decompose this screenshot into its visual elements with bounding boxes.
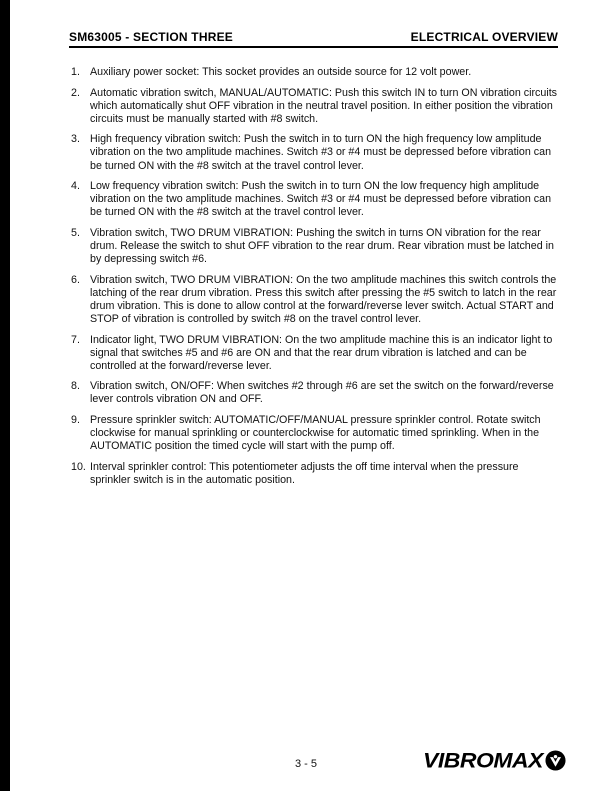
list-item-text: Interval sprinkler control: This potentiometer adjusts the off time interval when the pressure sprinkler switch is in the automatic position.: [90, 460, 519, 486]
list-item-text: Vibration switch, TWO DRUM VIBRATION: On the two amplitude machines this switch controls the latching of the rear drum vibration. Press this switch after pressing the #5 switch to latch in the rear drum vibration. This is done to allow control at the forward/reverse lever switch. Actual START and STOP of vibration is controlled by switch #8 on the travel control lever.: [90, 273, 557, 325]
list-item-number: 2.: [71, 86, 80, 99]
page-number: 3 - 5: [294, 758, 317, 770]
header-divider: [69, 46, 558, 48]
header-chapter-title: ELECTRICAL OVERVIEW: [410, 30, 558, 44]
list-item: [71, 66, 559, 79]
list-item-text: Low frequency vibration switch: Push the switch in to turn ON the low frequency high amplitude vibration on the two amplitude machines. Switch #3 or #4 must be depressed before vibration can be turned ON with the #8 switch at the travel control lever.: [90, 180, 552, 219]
list-item: [71, 87, 559, 126]
list-item: [71, 380, 559, 406]
list-item: [71, 274, 559, 326]
list-item-text: Automatic vibration switch, MANUAL/AUTOMATIC: Push this switch IN to turn ON vibration circuits which automatically shut OFF vibration in the neutral travel position. In either position the vibration circuits must be manually started with #8 switch.: [90, 86, 558, 125]
list-item-number: 8.: [71, 380, 80, 393]
list-item: [71, 227, 559, 266]
vibromax-logo-text: VIBROMAX: [423, 748, 543, 772]
list-item-number: 7.: [71, 333, 80, 346]
list-item-text: Vibration switch, TWO DRUM VIBRATION: Pushing the switch in turns ON vibration for the rear drum. Release the switch to shut OFF vibration to the rear drum. Rear vibration must be latched in by depressing switch #6.: [90, 226, 554, 266]
vibromax-logo: [423, 747, 566, 774]
list-item: [71, 461, 559, 487]
list-item: [71, 180, 559, 219]
list-item: [71, 334, 559, 373]
scan-binding-strip: [0, 0, 10, 791]
header-section-title: SM63005 - SECTION THREE: [69, 30, 233, 44]
list-item: [71, 133, 559, 172]
list-item-text: Vibration switch, ON/OFF: When switches #2 through #6 are set the switch on the forward/reverse lever controls vibration ON and OFF.: [90, 380, 554, 406]
list-item-text: Indicator light, TWO DRUM VIBRATION: On the two amplitude machine this is an indicator light to signal that switches #5 and #6 are ON and that the rear drum vibration is latched and can be controlled at the forward/reverse lever.: [90, 333, 553, 372]
list-item-text: Pressure sprinkler switch: AUTOMATIC/OFF/MANUAL pressure sprinkler control. Rotate switch clockwise for manual sprinkling or counterclockwise for automatic timed sprinkling. When in the AUTOMATIC position the timed cycle will start with the pump off.: [90, 414, 541, 453]
list-item-text: Auxiliary power socket: This socket provides an outside source for 12 volt power.: [90, 66, 472, 78]
list-item-number: 4.: [71, 180, 80, 193]
numbered-list: [71, 66, 559, 495]
list-item-number: 3.: [71, 133, 80, 146]
list-item-number: 10.: [71, 460, 86, 473]
list-item-number: 9.: [71, 414, 80, 427]
list-item: [71, 414, 559, 453]
list-item-number: 1.: [71, 66, 80, 78]
list-item-number: 6.: [71, 273, 80, 286]
vibromax-emblem-icon: [545, 750, 566, 771]
list-item-text: High frequency vibration switch: Push the switch in to turn ON the high frequency low amplitude vibration on the two amplitude machines. Switch #3 or #4 must be depressed before vibration can be turned ON with the #8 switch at the travel control lever.: [90, 133, 552, 172]
list-item-number: 5.: [71, 226, 80, 239]
